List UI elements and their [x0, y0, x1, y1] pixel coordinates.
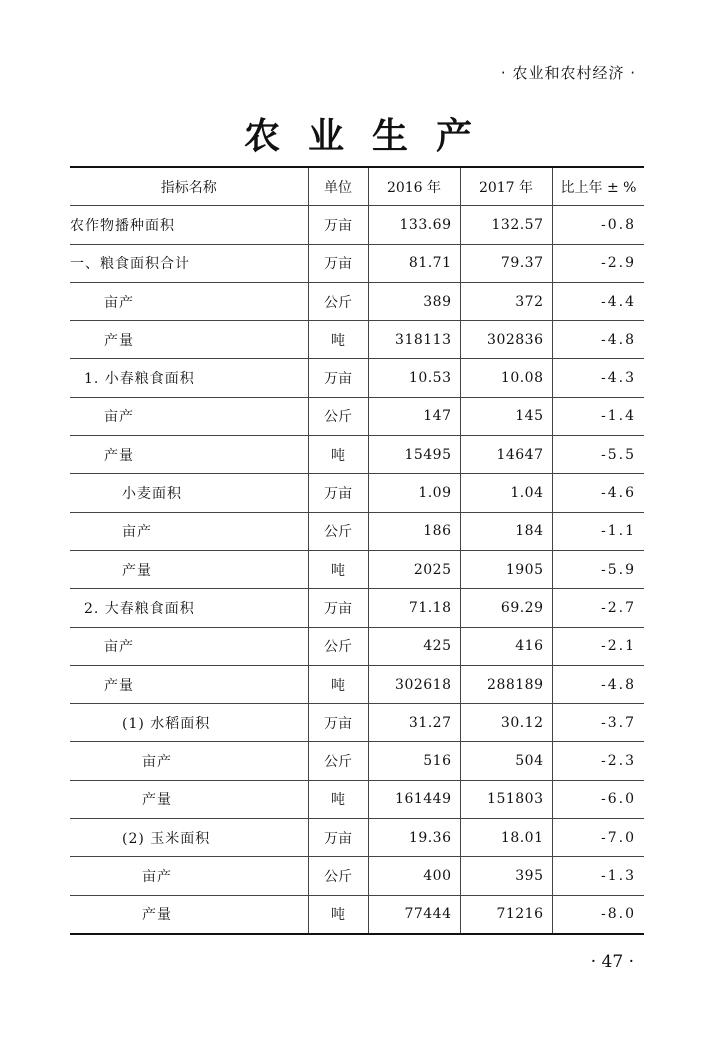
- value-2016-cell: 71.18: [368, 589, 460, 627]
- value-2017-cell: 395: [460, 857, 552, 895]
- table-row: [70, 857, 644, 895]
- value-2017-cell: 71216: [460, 895, 552, 934]
- unit-cell: 公斤: [308, 627, 368, 665]
- unit-cell: 吨: [308, 665, 368, 703]
- unit-cell: 吨: [308, 895, 368, 934]
- unit-cell: 吨: [308, 436, 368, 474]
- change-percent-cell: -5.9: [552, 550, 644, 588]
- indicator-name-cell: 亩产: [70, 857, 308, 895]
- value-2017-cell: 79.37: [460, 244, 552, 282]
- value-2016-cell: 77444: [368, 895, 460, 934]
- table-body: [70, 206, 644, 934]
- value-2016-cell: 2025: [368, 550, 460, 588]
- table-row: [70, 397, 644, 435]
- indicator-name-cell: 一、粮食面积合计: [70, 244, 308, 282]
- table-row: [70, 704, 644, 742]
- table-row: [70, 474, 644, 512]
- change-percent-cell: -1.1: [552, 512, 644, 550]
- table-row: [70, 780, 644, 818]
- table-row: [70, 627, 644, 665]
- change-percent-cell: -4.8: [552, 321, 644, 359]
- indicator-name-cell: 2. 大春粮食面积: [70, 589, 308, 627]
- table-header: [70, 167, 644, 206]
- value-2017-cell: 1.04: [460, 474, 552, 512]
- unit-cell: 公斤: [308, 857, 368, 895]
- table-row: [70, 550, 644, 588]
- indicator-name-cell: 产量: [70, 321, 308, 359]
- value-2016-cell: 81.71: [368, 244, 460, 282]
- change-percent-cell: -8.0: [552, 895, 644, 934]
- table-row: [70, 589, 644, 627]
- value-2017-cell: 18.01: [460, 819, 552, 857]
- change-percent-cell: -6.0: [552, 780, 644, 818]
- change-percent-cell: -2.7: [552, 589, 644, 627]
- table-row: [70, 512, 644, 550]
- value-2016-cell: 425: [368, 627, 460, 665]
- change-percent-cell: -1.4: [552, 397, 644, 435]
- unit-cell: 公斤: [308, 397, 368, 435]
- unit-cell: 公斤: [308, 742, 368, 780]
- unit-cell: 万亩: [308, 474, 368, 512]
- table-row: [70, 895, 644, 934]
- value-2017-cell: 69.29: [460, 589, 552, 627]
- unit-cell: 公斤: [308, 512, 368, 550]
- change-percent-cell: -4.4: [552, 282, 644, 320]
- column-header-2017: 2017 年: [460, 167, 552, 206]
- value-2016-cell: 10.53: [368, 359, 460, 397]
- value-2017-cell: 184: [460, 512, 552, 550]
- unit-cell: 公斤: [308, 282, 368, 320]
- indicator-name-cell: 亩产: [70, 397, 308, 435]
- indicator-name-cell: 产量: [70, 895, 308, 934]
- value-2017-cell: 14647: [460, 436, 552, 474]
- value-2017-cell: 372: [460, 282, 552, 320]
- table-row: [70, 359, 644, 397]
- change-percent-cell: -2.3: [552, 742, 644, 780]
- value-2016-cell: 147: [368, 397, 460, 435]
- change-percent-cell: -2.1: [552, 627, 644, 665]
- column-header-2016: 2016 年: [368, 167, 460, 206]
- value-2017-cell: 1905: [460, 550, 552, 588]
- value-2016-cell: 31.27: [368, 704, 460, 742]
- column-header-change: 比上年 ± %: [552, 167, 644, 206]
- indicator-name-cell: (1) 水稻面积: [70, 704, 308, 742]
- table-row: [70, 244, 644, 282]
- value-2016-cell: 516: [368, 742, 460, 780]
- table-row: [70, 665, 644, 703]
- table-row: [70, 321, 644, 359]
- page-title: 农业生产: [243, 116, 500, 157]
- value-2017-cell: 145: [460, 397, 552, 435]
- value-2017-cell: 10.08: [460, 359, 552, 397]
- value-2016-cell: 302618: [368, 665, 460, 703]
- unit-cell: 吨: [308, 321, 368, 359]
- page-number: · 47 ·: [590, 952, 634, 972]
- value-2017-cell: 132.57: [460, 206, 552, 244]
- value-2016-cell: 400: [368, 857, 460, 895]
- indicator-name-cell: 产量: [70, 436, 308, 474]
- unit-cell: 万亩: [308, 244, 368, 282]
- indicator-name-cell: 亩产: [70, 512, 308, 550]
- statistics-table-container: [70, 166, 644, 935]
- table-row: [70, 436, 644, 474]
- column-header-indicator: 指标名称: [70, 167, 308, 206]
- unit-cell: 万亩: [308, 206, 368, 244]
- value-2016-cell: 19.36: [368, 819, 460, 857]
- change-percent-cell: -5.5: [552, 436, 644, 474]
- unit-cell: 万亩: [308, 359, 368, 397]
- agriculture-production-table: [70, 166, 644, 935]
- unit-cell: 吨: [308, 550, 368, 588]
- indicator-name-cell: 产量: [70, 780, 308, 818]
- change-percent-cell: -4.3: [552, 359, 644, 397]
- change-percent-cell: -1.3: [552, 857, 644, 895]
- value-2016-cell: 15495: [368, 436, 460, 474]
- table-row: [70, 742, 644, 780]
- section-header: · 农业和农村经济 ·: [500, 64, 636, 82]
- value-2017-cell: 504: [460, 742, 552, 780]
- table-row: [70, 282, 644, 320]
- value-2016-cell: 186: [368, 512, 460, 550]
- indicator-name-cell: 亩产: [70, 742, 308, 780]
- column-header-unit: 单位: [308, 167, 368, 206]
- value-2017-cell: 30.12: [460, 704, 552, 742]
- indicator-name-cell: 亩产: [70, 627, 308, 665]
- change-percent-cell: -7.0: [552, 819, 644, 857]
- value-2016-cell: 389: [368, 282, 460, 320]
- value-2017-cell: 416: [460, 627, 552, 665]
- indicator-name-cell: 小麦面积: [70, 474, 308, 512]
- change-percent-cell: -4.6: [552, 474, 644, 512]
- change-percent-cell: -4.8: [552, 665, 644, 703]
- table-row: [70, 206, 644, 244]
- indicator-name-cell: 产量: [70, 550, 308, 588]
- table-row: [70, 819, 644, 857]
- value-2016-cell: 1.09: [368, 474, 460, 512]
- indicator-name-cell: 1. 小春粮食面积: [70, 359, 308, 397]
- indicator-name-cell: 农作物播种面积: [70, 206, 308, 244]
- indicator-name-cell: 产量: [70, 665, 308, 703]
- indicator-name-cell: 亩产: [70, 282, 308, 320]
- value-2016-cell: 133.69: [368, 206, 460, 244]
- unit-cell: 万亩: [308, 819, 368, 857]
- value-2016-cell: 161449: [368, 780, 460, 818]
- unit-cell: 吨: [308, 780, 368, 818]
- change-percent-cell: -3.7: [552, 704, 644, 742]
- value-2017-cell: 288189: [460, 665, 552, 703]
- value-2016-cell: 318113: [368, 321, 460, 359]
- change-percent-cell: -2.9: [552, 244, 644, 282]
- change-percent-cell: -0.8: [552, 206, 644, 244]
- indicator-name-cell: (2) 玉米面积: [70, 819, 308, 857]
- unit-cell: 万亩: [308, 589, 368, 627]
- value-2017-cell: 151803: [460, 780, 552, 818]
- table-header-row: [70, 167, 644, 206]
- unit-cell: 万亩: [308, 704, 368, 742]
- value-2017-cell: 302836: [460, 321, 552, 359]
